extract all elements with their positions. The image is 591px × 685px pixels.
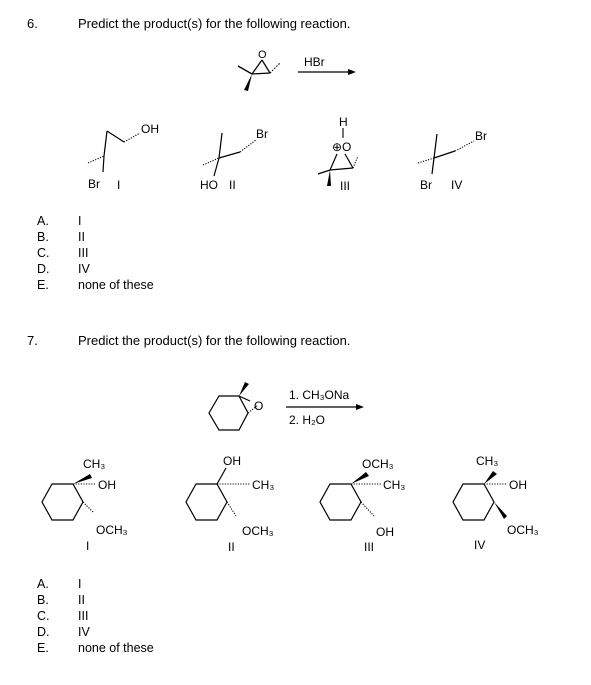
q6-structure-2 [200, 127, 268, 192]
q6-structure-4 [418, 129, 487, 192]
q7-s1-och3: OCH₃ [96, 523, 128, 537]
q7-option-b[interactable] [37, 592, 154, 608]
q7-structure-3 [320, 457, 405, 554]
q6-reaction-arrow [298, 69, 356, 75]
q7-option-letter: D. [37, 625, 50, 639]
q7-s1-oh: OH [98, 478, 116, 492]
q6-option-text: IV [78, 262, 90, 276]
q6-option-text: II [78, 230, 85, 244]
q6-option-e[interactable] [37, 277, 154, 293]
question-6-number: 6. [27, 16, 38, 31]
q7-structure-2 [186, 454, 274, 554]
q7-option-letter: A. [37, 577, 49, 591]
q7-option-text: IV [78, 625, 90, 639]
q6-s1-numeral: I [117, 178, 121, 192]
q6-option-letter: D. [37, 262, 50, 276]
q7-option-text: II [78, 593, 85, 607]
q6-option-letter: B. [37, 230, 49, 244]
q7-option-d[interactable] [37, 624, 154, 640]
q7-s2-ch3: CH₃ [252, 478, 275, 492]
q6-option-text: III [78, 246, 89, 260]
q6-reactant-epoxide [238, 49, 280, 91]
q6-reagent: HBr [304, 55, 325, 69]
q6-s3-numeral: III [340, 179, 351, 193]
q7-epoxide-o: O [254, 399, 264, 413]
q7-option-letter: E. [37, 641, 49, 655]
q7-s4-oh: OH [509, 478, 527, 492]
q6-option-b[interactable] [37, 229, 154, 245]
q7-structure-1 [42, 457, 128, 553]
q6-epoxide-o: O [258, 49, 267, 61]
q6-option-text: I [78, 214, 82, 228]
q7-option-e[interactable] [37, 640, 154, 656]
q7-s3-och3: OCH₃ [362, 457, 394, 471]
q6-s2-numeral: II [229, 178, 236, 192]
q6-s4-br-top: Br [475, 129, 487, 143]
q6-option-text: none of these [78, 278, 154, 292]
q7-option-a[interactable] [37, 576, 154, 592]
q7-s1-numeral: I [86, 539, 90, 553]
q6-structure-3 [318, 115, 358, 193]
q7-s2-numeral: II [228, 540, 235, 554]
q6-s1-br: Br [88, 177, 100, 191]
q7-option-text: III [78, 609, 89, 623]
q7-reagent-1: 1. CH₃ONa [289, 388, 350, 402]
q7-s3-numeral: III [364, 540, 375, 554]
q7-structure-4 [453, 454, 539, 552]
q6-s3-h: H [339, 115, 348, 129]
q7-reagent-2: 2. H₂O [289, 413, 325, 427]
q6-option-d[interactable] [37, 261, 154, 277]
question-6-prompt: Predict the product(s) for the following reaction. [78, 16, 351, 31]
q7-s4-och3: OCH₃ [507, 523, 539, 537]
q6-s2-ho: HO [200, 178, 218, 192]
q7-s4-ch3: CH₃ [476, 454, 499, 468]
q7-option-letter: B. [37, 593, 49, 607]
q6-option-letter: C. [37, 246, 50, 260]
q6-s2-br: Br [256, 127, 268, 141]
q6-structure-1 [88, 122, 159, 192]
q7-s1-ch3: CH₃ [83, 457, 106, 471]
q6-s3-o: ⊕O [332, 140, 352, 154]
question-7-number: 7. [27, 333, 38, 348]
q7-option-c[interactable] [37, 608, 154, 624]
q7-s3-ch3: CH₃ [383, 478, 406, 492]
q6-option-a[interactable] [37, 213, 154, 229]
q6-s1-oh: OH [141, 122, 159, 136]
q6-option-letter: A. [37, 214, 49, 228]
q7-s2-oh: OH [223, 454, 241, 468]
q7-reactant-epoxide [209, 382, 263, 430]
q7-option-text: I [78, 577, 82, 591]
q6-s4-br-bottom: Br [420, 178, 432, 192]
q7-options [37, 576, 154, 656]
q6-options [37, 213, 154, 293]
question-7-prompt: Predict the product(s) for the following reaction. [78, 333, 351, 348]
q7-reaction-arrow [286, 404, 364, 410]
q7-s2-och3: OCH₃ [242, 524, 274, 538]
q7-s4-numeral: IV [474, 538, 486, 552]
q7-option-text: none of these [78, 641, 154, 655]
q6-option-letter: E. [37, 278, 49, 292]
q7-s3-oh: OH [376, 525, 394, 539]
q7-option-letter: C. [37, 609, 50, 623]
q6-option-c[interactable] [37, 245, 154, 261]
q6-s4-numeral: IV [451, 178, 463, 192]
